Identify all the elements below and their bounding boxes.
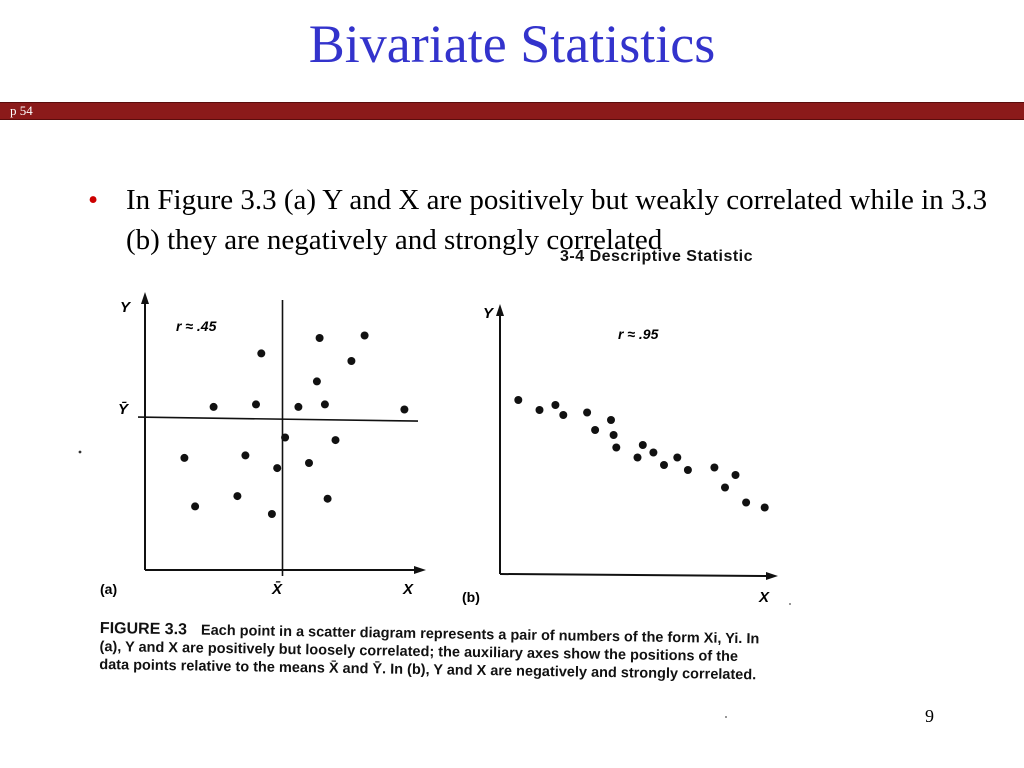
panel-b-point-1 [514,396,522,404]
panel-a-point-11 [294,403,302,411]
panel-b [462,304,778,606]
panel-a-point-6 [252,400,260,408]
panel-b-points [514,396,768,512]
bullet-text: In Figure 3.3 (a) Y and X are positively but weakly correlated while in 3.3 (b) they are negatively and strongly correlated [126,184,988,256]
panel-a-point-16 [324,495,332,503]
panel-a-point-15 [321,400,329,408]
slide-title: Bivariate Statistics [308,14,716,74]
panel-a-label: (a) [100,581,118,597]
panel-b-xlabel: X [759,589,770,606]
panel-b-x-arrow [766,572,778,580]
scan-speck [79,451,82,454]
panel-a-mean-y-label: Ȳ [118,401,129,418]
panel-b-point-13 [660,461,668,469]
panel-a-point-1 [180,454,188,462]
panel-a [100,292,426,598]
panel-a-points [180,332,408,519]
panel-a-point-12 [305,459,313,467]
panel-a-point-19 [361,332,369,340]
panel-a-x-arrow [414,566,426,574]
panel-b-point-12 [649,449,657,457]
panel-a-ylabel: Y [120,299,131,316]
panel-a-point-2 [191,502,199,510]
panel-a-point-4 [233,492,241,500]
figure-caption [99,620,770,685]
panel-b-label: (b) [462,589,480,605]
panel-b-point-17 [721,484,729,492]
panel-a-annotation: r ≈ .45 [176,318,217,334]
panel-b-point-6 [591,426,599,434]
panel-a-point-20 [400,406,408,414]
panel-b-point-3 [551,401,559,409]
panel-a-mean-y-line [138,417,418,421]
panel-b-point-19 [742,499,750,507]
panel-b-point-4 [559,411,567,419]
figure-caption-text: Each point in a scatter diagram represents a pair of numbers of the form Xi, Yi. In (a), Y and X are positively but loosely correlated; the auxiliary axes show the positions of the data points relative to the means X̄ and Ȳ. In (b), Y and X are negatively and strongly correlated. [99,622,760,684]
panel-b-point-2 [536,406,544,414]
panel-a-point-3 [210,403,218,411]
panel-b-point-20 [761,504,769,512]
panel-b-point-16 [710,464,718,472]
bullet-marker: • [88,184,99,216]
panel-b-annotation: r ≈ .95 [618,326,659,342]
panel-a-point-7 [257,349,265,357]
scan-speck [725,716,727,718]
panel-a-y-arrow [141,292,149,304]
figure-caption-label: FIGURE 3.3 [99,620,188,639]
panel-b-x-axis [500,574,770,576]
panel-a-mean-x-label: X̄ [272,581,283,598]
panel-b-point-5 [583,409,591,417]
panel-a-point-14 [316,334,324,342]
slide-number: 9 [925,706,934,726]
scanned-header-text: 3-4 Descriptive Statistic [560,248,754,265]
panel-b-point-10 [634,454,642,462]
panel-a-xlabel: X [403,581,414,598]
panel-a-point-5 [241,451,249,459]
panel-b-point-14 [673,454,681,462]
panel-a-point-10 [281,434,289,442]
panel-a-point-8 [268,510,276,518]
panel-b-point-7 [607,416,615,424]
panel-a-point-9 [273,464,281,472]
panel-b-point-9 [612,444,620,452]
panel-b-point-15 [684,466,692,474]
scan-speck [789,603,791,605]
panel-b-ylabel: Y [483,305,494,322]
panel-b-y-arrow [496,304,504,316]
panel-a-point-17 [332,436,340,444]
panel-b-point-18 [732,471,740,479]
page-reference: p 54 [10,103,33,118]
panel-a-point-18 [347,357,355,365]
panel-a-point-13 [313,377,321,385]
panel-b-point-8 [610,431,618,439]
panel-b-point-11 [639,441,647,449]
